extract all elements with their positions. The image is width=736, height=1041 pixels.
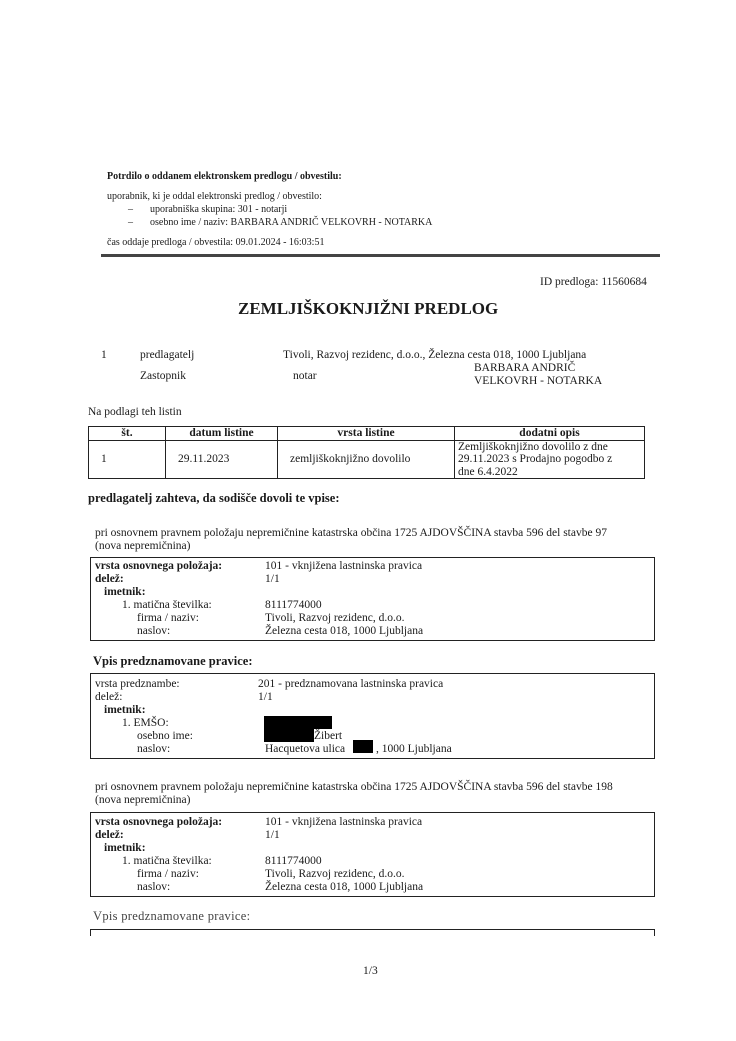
s2-address-label: naslov:	[137, 881, 171, 893]
col-number: št.	[89, 427, 166, 441]
page-number: 1/3	[363, 965, 378, 977]
s2-matnum-value: 8111774000	[265, 855, 322, 867]
p-name-label: osebno ime:	[137, 730, 193, 742]
header-divider	[101, 254, 660, 257]
desc-line-2: 29.11.2023 s Prodajno pogodbo z	[458, 453, 613, 465]
col-type: vrsta listine	[278, 427, 455, 441]
receipt-title: Potrdilo o oddanem elektronskem predlogu / obvestilu:	[107, 171, 342, 182]
dash-1: –	[128, 204, 133, 215]
cell-number: 1	[89, 440, 166, 479]
p-holder-label: imetnik:	[104, 704, 146, 716]
p-type-value: 201 - predznamovana lastninska pravica	[258, 678, 444, 690]
s1-address-label: naslov:	[137, 625, 171, 637]
p-street-value: Hacquetova ulica	[265, 743, 346, 755]
col-description: dodatni opis	[455, 427, 645, 441]
predznamba2-heading: Vpis predznamovane pravice:	[93, 909, 251, 923]
redaction-emso	[264, 716, 332, 729]
receipt-name: osebno ime / naziv: BARBARA ANDRIČ VELKOVRH - NOTARKA	[150, 217, 433, 228]
s2-share-value: 1/1	[265, 829, 280, 841]
section1-intro-2: (nova nepremičnina)	[95, 540, 191, 552]
redaction-house-number	[353, 740, 373, 753]
s1-address-value: Železna cesta 018, 1000 Ljubljana	[265, 625, 424, 637]
s2-share-label: delež:	[95, 829, 124, 841]
predznamba-heading: Vpis predznamovane pravice:	[93, 654, 253, 668]
section2-intro-2: (nova nepremičnina)	[95, 794, 191, 806]
s2-firm-label: firma / naziv:	[137, 868, 199, 880]
section2-intro-1: pri osnovnem pravnem položaju nepremičnine katastrska občina 1725 AJDOVŠČINA stavba 596 del stavbe 198	[95, 781, 613, 793]
representative-type: notar	[293, 370, 317, 382]
p-share-value: 1/1	[258, 691, 273, 703]
s2-holder-label: imetnik:	[104, 842, 146, 854]
p-share-label: delež:	[95, 691, 123, 703]
representative-role: Zastopnik	[140, 370, 186, 382]
s2-matnum-label: 1. matična številka:	[122, 855, 212, 867]
s1-matnum-label: 1. matična številka:	[122, 599, 212, 611]
dash-2: –	[128, 217, 133, 228]
redaction-name	[264, 729, 314, 742]
representative-name-1: BARBARA ANDRIČ	[474, 362, 576, 374]
s1-position-label: vrsta osnovnega položaja:	[95, 560, 223, 572]
applicant-role: predlagatelj	[140, 349, 195, 361]
p-address-label: naslov:	[137, 743, 171, 755]
document-title: ZEMLJIŠKOKNJIŽNI PREDLOG	[238, 299, 499, 318]
s2-address-value: Železna cesta 018, 1000 Ljubljana	[265, 881, 424, 893]
p-surname-value: Žibert	[314, 730, 343, 742]
applicant-number: 1	[101, 349, 107, 361]
s1-firm-label: firma / naziv:	[137, 612, 199, 624]
s2-position-value: 101 - vknjižena lastninska pravica	[265, 816, 423, 828]
documents-intro: Na podlagi teh listin	[88, 406, 182, 418]
table-row	[89, 440, 645, 479]
applicant-value: Tivoli, Razvoj rezidenc, d.o.o., Železna cesta 018, 1000 Ljubljana	[283, 349, 587, 361]
s1-holder-label: imetnik:	[104, 586, 146, 598]
documents-table	[88, 426, 645, 479]
table-header-row	[89, 427, 645, 441]
s1-firm-value: Tivoli, Razvoj rezidenc, d.o.o.	[265, 612, 405, 624]
s2-position-label: vrsta osnovnega položaja:	[95, 816, 223, 828]
s1-share-value: 1/1	[265, 573, 280, 585]
s1-share-label: delež:	[95, 573, 124, 585]
p-type-label: vrsta predznambe:	[95, 678, 180, 690]
request-heading: predlagatelj zahteva, da sodišče dovoli te vpise:	[88, 491, 340, 505]
cell-type: zemljiškoknjižno dovolilo	[278, 440, 455, 479]
receipt-time: čas oddaje predloga / obvestila: 09.01.2024 - 16:03:51	[107, 237, 325, 248]
section1-intro-1: pri osnovnem pravnem položaju nepremičnine katastrska občina 1725 AJDOVŠČINA stavba 596 del stavbe 97	[95, 527, 607, 539]
p-emso-label: 1. EMŠO:	[122, 717, 169, 729]
s1-position-value: 101 - vknjižena lastninska pravica	[265, 560, 423, 572]
representative-name-2: VELKOVRH - NOTARKA	[474, 375, 603, 387]
col-date: datum listine	[166, 427, 278, 441]
s1-matnum-value: 8111774000	[265, 599, 322, 611]
cell-date: 29.11.2023	[166, 440, 278, 479]
receipt-user-line: uporabnik, ki je oddal elektronski predlog / obvestilo:	[107, 191, 322, 202]
predznamba2-box-top	[90, 929, 655, 936]
desc-line-3: dne 6.4.2022	[458, 465, 518, 478]
p-city-value: , 1000 Ljubljana	[376, 743, 452, 755]
desc-line-1: Zemljiškoknjižno dovolilo z dne	[458, 440, 608, 453]
s2-firm-value: Tivoli, Razvoj rezidenc, d.o.o.	[265, 868, 405, 880]
cell-description	[455, 440, 645, 479]
receipt-group: uporabniška skupina: 301 - notarji	[150, 204, 288, 215]
request-id: ID predloga: 11560684	[540, 276, 647, 288]
